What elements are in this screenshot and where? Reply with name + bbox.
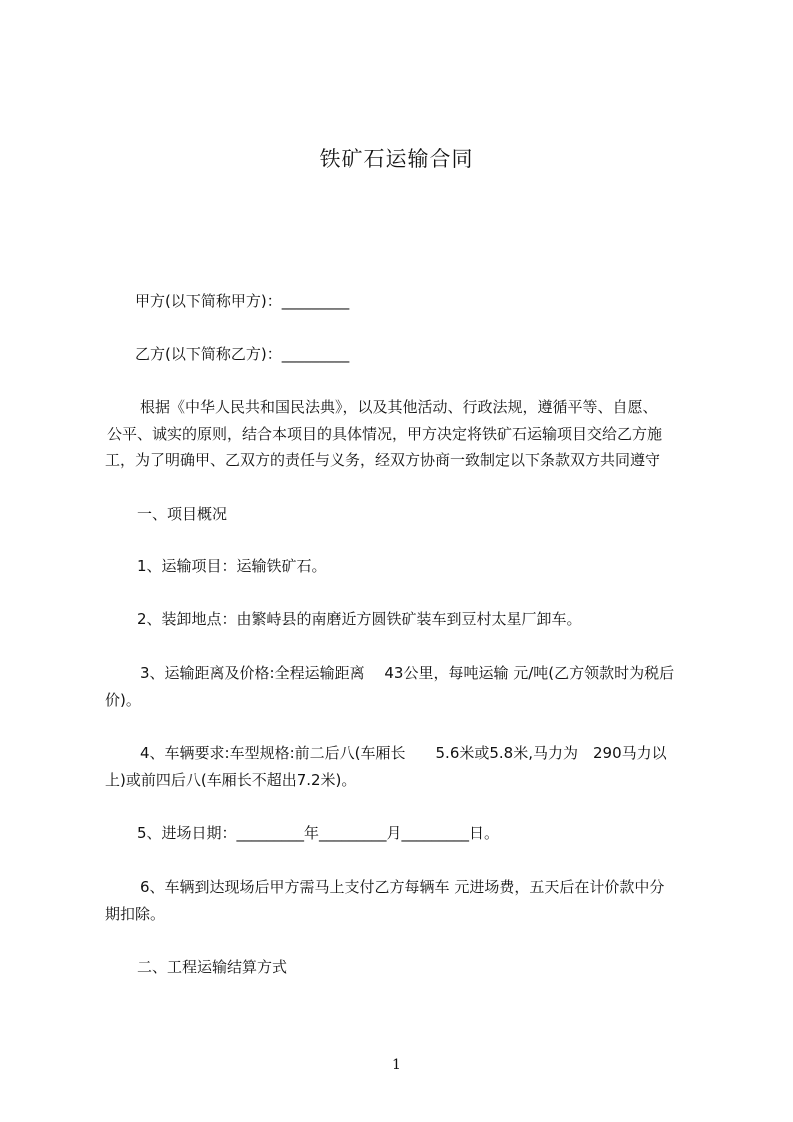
intro-paragraph-line-1: 根据《中华人民共和国民法典》，以及其他活动、行政法规，遵循平等、自愿、 <box>140 398 658 416</box>
party-b-line: 乙方(以下简称乙方)：_________ <box>135 345 350 363</box>
item-5: 5、进场日期：_________年_________月_________日。 <box>137 824 500 842</box>
document-title: 铁矿石运输合同 <box>319 147 474 171</box>
intro-paragraph-line-3: 工，为了明确甲、乙双方的责任与义务，经双方协商一致制定以下条款双方共同遵守 <box>105 451 661 469</box>
intro-paragraph-line-2: 公平、诚实的原则，结合本项目的具体情况，甲方决定将铁矿石运输项目交给乙方施 <box>107 425 663 443</box>
party-a-line: 甲方(以下简称甲方)：_________ <box>135 292 350 310</box>
item-4-line-1: 4、车辆要求:车型规格:前二后八(车厢长 5.6米或5.8米,马力为 290马力以 <box>140 744 667 762</box>
item-3-line-2: 价)。 <box>105 691 141 709</box>
section-heading-2: 二、工程运输结算方式 <box>137 958 288 976</box>
section-heading-1: 一、项目概况 <box>137 505 228 523</box>
item-2: 2、装卸地点：由繁峙县的南磨近方圆铁矿装车到豆村太星厂卸车。 <box>137 610 582 628</box>
item-6-line-2: 期扣除。 <box>105 905 166 923</box>
page-number: 1 <box>392 1057 401 1073</box>
item-6-line-1: 6、车辆到达现场后甲方需马上支付乙方每辆车 元进场费，五天后在计价款中分 <box>140 878 665 896</box>
item-4-line-2: 上)或前四后八(车厢长不超出7.2米)。 <box>105 771 357 789</box>
item-1: 1、运输项目：运输铁矿石。 <box>137 557 327 575</box>
item-3-line-1: 3、运输距离及价格:全程运输距离 43公里，每吨运输 元/吨(乙方领款时为税后 <box>140 664 675 682</box>
